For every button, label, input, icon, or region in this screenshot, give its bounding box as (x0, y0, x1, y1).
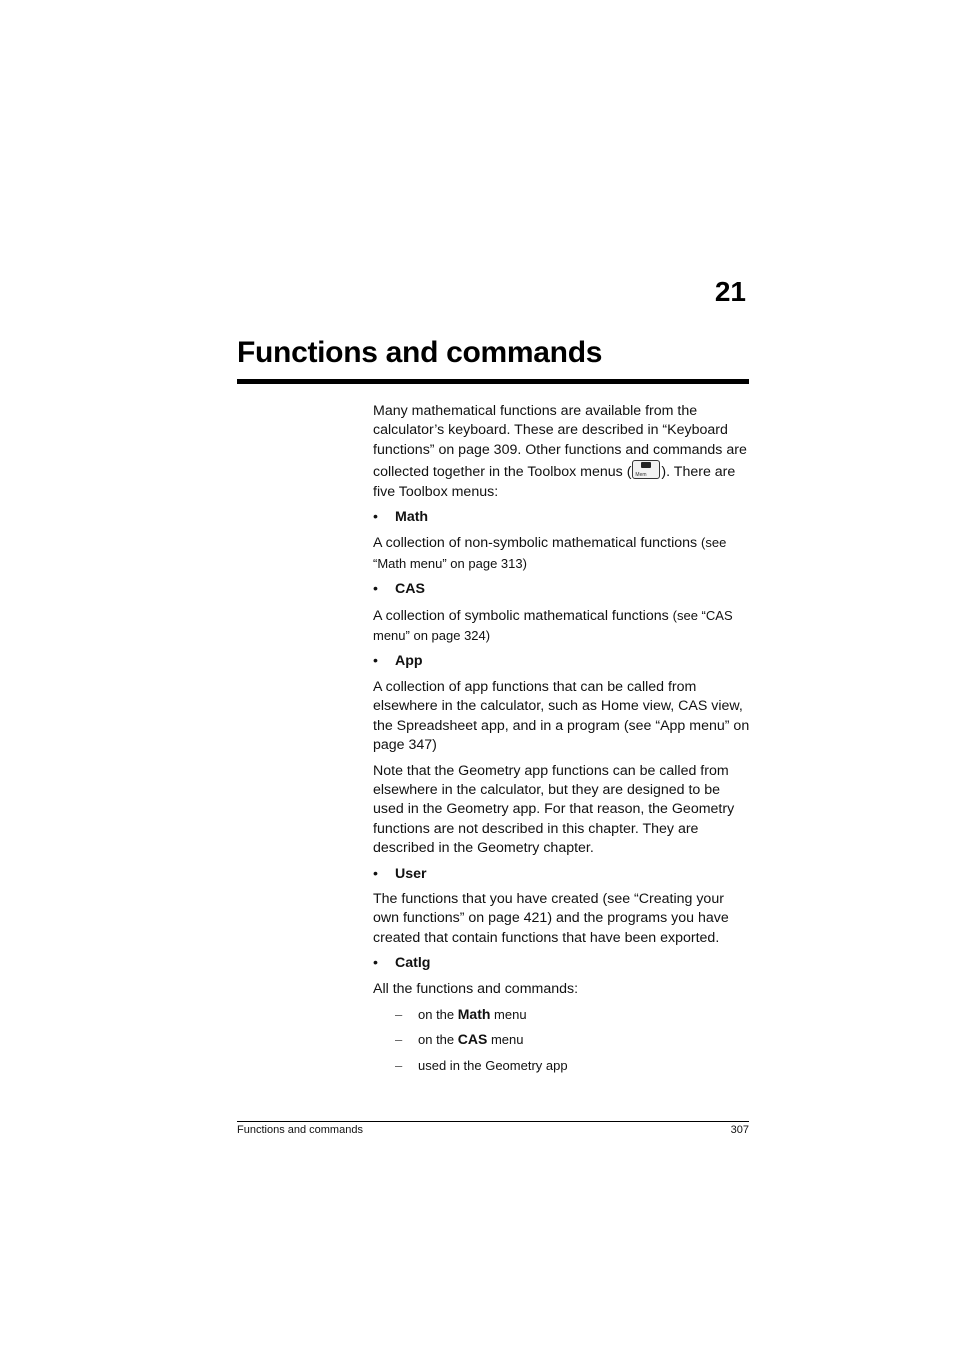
bullet-cas (373, 580, 751, 599)
dash-text-end: menu (487, 1032, 524, 1048)
dash-item-cas (395, 1030, 751, 1049)
footer-rule (237, 1121, 749, 1122)
dash-text: on the (418, 1032, 458, 1048)
bullet-symbol: • (373, 581, 378, 598)
bullet-symbol: • (373, 509, 378, 526)
dash-symbol: – (395, 1006, 403, 1022)
bullet-note: Note that the Geometry app functions can be called from elsewhere in the calculator, but they are designed to be used in the Geometry app. For that reason, the Geometry functions are not described in this chapter. They are described in the Geometry chapter. (373, 762, 735, 857)
chapter-title: Functions and commands (237, 336, 603, 369)
dash-text: used in the Geometry app (418, 1057, 568, 1073)
key-label: Mem (635, 472, 647, 479)
bullet-description: The functions that you have created (see “Creating your own functions” on page 421) and the programs you have created that contain functions that have been exported. (373, 890, 729, 946)
bullet-description (373, 533, 751, 574)
bullet-symbol: • (373, 865, 378, 882)
bullet-user (373, 865, 751, 884)
title-rule (237, 379, 749, 384)
description-text: A collection of non-symbolic mathematical functions (373, 535, 702, 552)
bullet-description (373, 606, 751, 647)
dash-item-math (395, 1005, 751, 1024)
bullet-symbol: • (373, 955, 378, 972)
dash-text: on the (418, 1006, 458, 1022)
bullet-title: App (395, 653, 423, 670)
toolbox-key-icon (632, 460, 660, 479)
chapter-content (373, 402, 751, 1081)
bullet-symbol: • (373, 653, 378, 670)
bullet-title: Catlg (395, 955, 431, 972)
bullet-title: User (395, 865, 427, 882)
footer-title: Functions and commands (237, 1124, 363, 1136)
bullet-description: All the functions and commands: (373, 980, 579, 997)
intro-text: Many mathematical functions are available from the calculator’s keyboard. These are described in “Keyboard functions” on page 309. Other functions and commands are collected together in the Toolbox menus ( (373, 403, 747, 481)
dash-symbol: – (395, 1057, 403, 1073)
dash-symbol: – (395, 1032, 403, 1048)
dash-bold: Math (457, 1005, 491, 1022)
chapter-number: 21 (714, 276, 746, 307)
intro-paragraph (373, 402, 751, 502)
dash-item-geometry (395, 1056, 751, 1075)
description-text: A collection of symbolic mathematical functions (373, 607, 673, 624)
bullet-title: Math (395, 509, 429, 526)
dash-bold: CAS (457, 1031, 488, 1048)
page-number: 307 (730, 1124, 749, 1136)
cross-reference: (see “CAS menu” on page 324) (373, 607, 733, 644)
cross-reference: (see “Math menu” on page 313) (373, 535, 727, 571)
bullet-app (373, 652, 751, 671)
bullet-math (373, 508, 751, 527)
bullet-catlg (373, 954, 751, 973)
bullet-title: CAS (395, 581, 425, 598)
dash-text-end: menu (490, 1006, 527, 1022)
bullet-description: A collection of app functions that can be called from elsewhere in the calculator, such as Home view, CAS view, the Spreadsheet app, and in a program (see “App menu” on page 347) (373, 678, 750, 754)
intro-text-end: ). There are five Toolbox menus: (373, 464, 736, 500)
